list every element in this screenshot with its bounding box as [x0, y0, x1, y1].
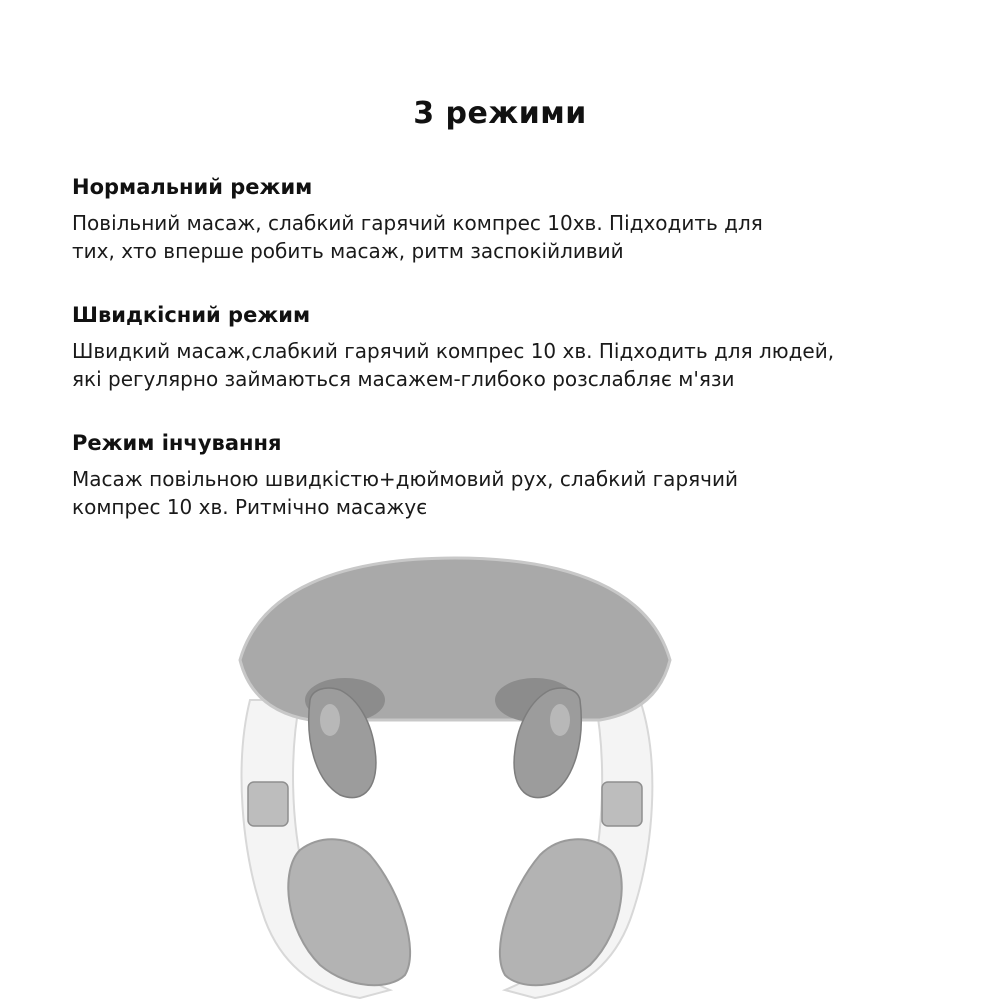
mode-speed [72, 302, 932, 393]
mode-description-line: які регулярно займаються масажем-глибоко розслабляє м'язи [72, 367, 735, 391]
right-metal-band [602, 782, 642, 826]
left-metal-band [248, 782, 288, 826]
mode-heading: Режим інчування [72, 431, 282, 455]
page-title: 3 режими [413, 96, 587, 131]
mode-description-line: тих, хто вперше робить масаж, ритм заспокійливий [72, 239, 624, 263]
neck-pad [240, 558, 670, 720]
mode-description-line: Швидкий масаж,слабкий гарячий компрес 10 хв. Підходить для людей, [72, 339, 835, 363]
mode-description [72, 337, 932, 393]
mode-heading: Нормальний режим [72, 175, 313, 199]
mode-inching [72, 430, 932, 521]
mode-description [72, 465, 932, 521]
mode-description-line: Повільний масаж, слабкий гарячий компрес 10хв. Підходить для [72, 211, 763, 235]
mode-description-line: компрес 10 хв. Ритмічно масажує [72, 495, 428, 519]
mode-description-line: Масаж повільною швидкістю+дюймовий рух, слабкий гарячий [72, 467, 738, 491]
mode-heading: Швидкісний режим [72, 303, 311, 327]
mode-normal [72, 174, 932, 265]
mode-description [72, 209, 932, 265]
neck-massager-image [220, 550, 690, 1000]
